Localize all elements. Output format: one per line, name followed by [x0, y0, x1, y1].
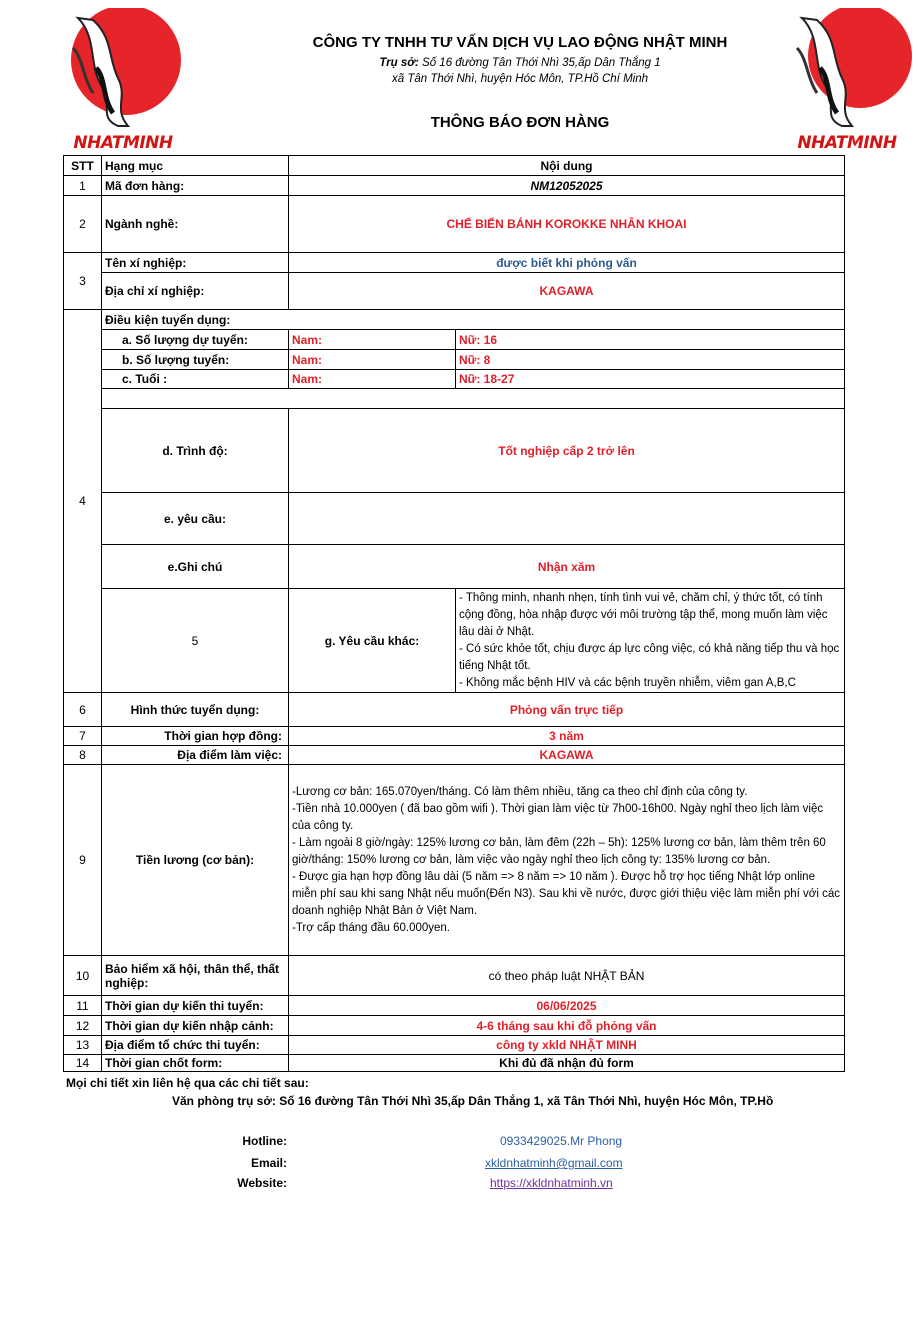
hq-label: Trụ sở: [379, 57, 419, 69]
office-address: Văn phòng trụ sở: Số 16 đường Tân Thới Nhì 35,ấp Dân Thắng 1, xã Tân Thới Nhì, huyện Hóc Môn, TP.Hồ [172, 1094, 774, 1108]
male-count: Nam: [289, 330, 456, 350]
row-number: 11 [64, 996, 102, 1016]
entry-time: 4-6 tháng sau khi đỗ phỏng vấn [289, 1016, 845, 1036]
website-label: Website: [237, 1176, 287, 1190]
email-label: Email: [250, 1156, 287, 1170]
hq-address: Số 16 đường Tân Thới Nhì 35,ấp Dân Thắng 1 [418, 57, 661, 69]
requirement-line: - Thông minh, nhanh nhẹn, tính tình vui vẻ, chăm chỉ, ý thức tốt, có tính cộng đồng, hòa nhập được với môi trường tập thể, mong muốn làm việc lâu dài ở Nhật. [459, 591, 828, 638]
salary-line: -Tiền nhà 10.000yen ( đã bao gồm wifi ). Thời gian làm việc từ 7h00-16h00. Ngày nghỉ theo lịch làm việc của công ty. [292, 802, 824, 832]
table-row [64, 493, 845, 545]
table-row [64, 330, 845, 350]
female-age: Nữ: 18-27 [456, 370, 845, 389]
logo-text: NHATMINH [797, 133, 897, 153]
female-count: Nữ: 8 [456, 350, 845, 370]
category-header: Hạng mục [102, 156, 289, 176]
row-label: Địa điểm tổ chức thi tuyển: [102, 1036, 289, 1055]
row-number: 7 [64, 727, 102, 746]
table-row [64, 409, 845, 493]
row-label: Điều kiện tuyển dụng: [102, 310, 845, 330]
job-value: CHẾ BIẾN BÁNH KOROKKE NHÂN KHOAI [289, 196, 845, 253]
company-logo-left [58, 8, 188, 153]
spacer-cell [102, 389, 845, 409]
order-table [63, 155, 845, 1072]
table-row [64, 350, 845, 370]
table-row [64, 176, 845, 196]
table-row [64, 693, 845, 727]
row-label: a. Số lượng dự tuyển: [102, 330, 289, 350]
row-label: Bảo hiểm xã hội, thân thể, thất nghiệp: [102, 956, 289, 996]
row-label: e. yêu cầu: [102, 493, 289, 545]
table-row [64, 253, 845, 273]
table-row [64, 956, 845, 996]
table-row [64, 727, 845, 746]
contract-duration: 3 năm [289, 727, 845, 746]
logo-text: NHATMINH [73, 133, 173, 153]
row-number: 5 [102, 589, 289, 693]
row-number: 1 [64, 176, 102, 196]
exam-location: công ty xkld NHẬT MINH [289, 1036, 845, 1055]
table-row [64, 1055, 845, 1072]
row-label: Thời gian chốt form: [102, 1055, 289, 1072]
order-code: NM12052025 [289, 176, 845, 196]
company-address-line1 [200, 57, 840, 69]
table-row [64, 545, 845, 589]
row-number: 13 [64, 1036, 102, 1055]
hotline-label: Hotline: [242, 1134, 287, 1148]
row-label: Tên xí nghiệp: [102, 253, 289, 273]
row-label: Hình thức tuyển dụng: [102, 693, 289, 727]
requirement-value [289, 493, 845, 545]
hotline-value: 0933429025.Mr Phong [500, 1134, 623, 1148]
row-label: Tiền lương (cơ bản): [102, 765, 289, 956]
exam-date: 06/06/2025 [289, 996, 845, 1016]
company-address-line2: xã Tân Thới Nhì, huyện Hóc Môn, TP.Hồ Chí Minh [391, 73, 648, 85]
contact-intro: Mọi chi tiết xin liên hệ qua các chi tiết sau: [66, 1076, 309, 1090]
table-row [64, 370, 845, 389]
row-label: Địa chỉ xí nghiệp: [102, 273, 289, 310]
salary-details [289, 765, 845, 956]
table-spacer-row [64, 389, 845, 409]
table-row [64, 1036, 845, 1055]
company-name-value: được biết khi phỏng vấn [289, 253, 845, 273]
salary-line: -Trợ cấp tháng đầu 60.000yen. [292, 921, 450, 934]
row-number: 12 [64, 1016, 102, 1036]
salary-line: - Được gia hạn hợp đồng lâu dài (5 năm => 8 năm => 10 năm ). Được hỗ trợ học tiếng Nhật lớp online miễn phí sau khi sang Nhật nếu muốn(Đến N3). Sau khi về nước, được giới thiệu việc làm miễn phí với các doanh nghiệp Nhật Bản ở Việt Nam. [292, 870, 840, 917]
document-title: THÔNG BÁO ĐƠN HÀNG [430, 114, 610, 131]
content-header: Nội dung [289, 156, 845, 176]
table-row [64, 589, 845, 693]
note-value: Nhận xăm [289, 545, 845, 589]
row-label: Ngành nghề: [102, 196, 289, 253]
stt-header: STT [64, 156, 102, 176]
table-row [64, 310, 845, 330]
male-age: Nam: [289, 370, 456, 389]
company-address-value: KAGAWA [289, 273, 845, 310]
form-deadline: Khi đủ đã nhận đủ form [289, 1055, 845, 1072]
table-row [64, 1016, 845, 1036]
requirement-line: - Không mắc bệnh HIV và các bệnh truyền nhiễm, viêm gan A,B,C [459, 676, 796, 689]
education-value: Tốt nghiệp cấp 2 trở lên [289, 409, 845, 493]
email-link[interactable]: xkldnhatminh@gmail.com [485, 1156, 623, 1170]
row-number: 6 [64, 693, 102, 727]
table-row [64, 273, 845, 310]
other-requirements [456, 589, 845, 693]
row-label: Thời gian dự kiến nhập cảnh: [102, 1016, 289, 1036]
insurance-value: có theo pháp luật NHẬT BẢN [289, 956, 845, 996]
female-count: Nữ: 16 [456, 330, 845, 350]
row-number: 4 [64, 310, 102, 693]
salary-line: -Lương cơ bản: 165.070yen/tháng. Có làm thêm nhiều, tăng ca theo chỉ định của công ty. [292, 785, 748, 798]
row-number: 10 [64, 956, 102, 996]
recruitment-type: Phỏng vấn trực tiếp [289, 693, 845, 727]
work-location: KAGAWA [289, 746, 845, 765]
row-number: 3 [64, 253, 102, 310]
row-label: Địa điểm làm việc: [102, 746, 289, 765]
row-number: 8 [64, 746, 102, 765]
row-label: Thời gian dự kiến thi tuyển: [102, 996, 289, 1016]
row-label: c. Tuổi : [102, 370, 289, 389]
row-label: Mã đơn hàng: [102, 176, 289, 196]
row-number: 2 [64, 196, 102, 253]
requirement-line: - Có sức khỏe tốt, chịu được áp lực công việc, có khả năng tiếp thu và học tiếng Nhật tốt. [459, 642, 840, 672]
row-label: g. Yêu cầu khác: [289, 589, 456, 693]
table-header-row [64, 156, 845, 176]
row-label: d. Trình độ: [102, 409, 289, 493]
table-row [64, 996, 845, 1016]
row-label: e.Ghi chú [102, 545, 289, 589]
row-number: 9 [64, 765, 102, 956]
table-row [64, 746, 845, 765]
male-count: Nam: [289, 350, 456, 370]
company-name: CÔNG TY TNHH TƯ VẤN DỊCH VỤ LAO ĐỘNG NHẬT MINH [312, 34, 728, 51]
website-link[interactable]: https://xkldnhatminh.vn [490, 1176, 613, 1190]
salary-line: - Làm ngoài 8 giờ/ngày: 125% lương cơ bản, làm đêm (22h – 5h): 125% lương cơ bản, làm thêm trên 60 giờ/tháng: 150% lương cơ bản, làm việc vào ngày nghỉ theo lịch công ty: 135% lương cơ bản. [292, 836, 826, 866]
row-label: Thời gian hợp đồng: [102, 727, 289, 746]
table-row [64, 196, 845, 253]
crane-sun-icon [58, 8, 188, 133]
row-number: 14 [64, 1055, 102, 1072]
row-label: b. Số lượng tuyển: [102, 350, 289, 370]
table-row [64, 765, 845, 956]
